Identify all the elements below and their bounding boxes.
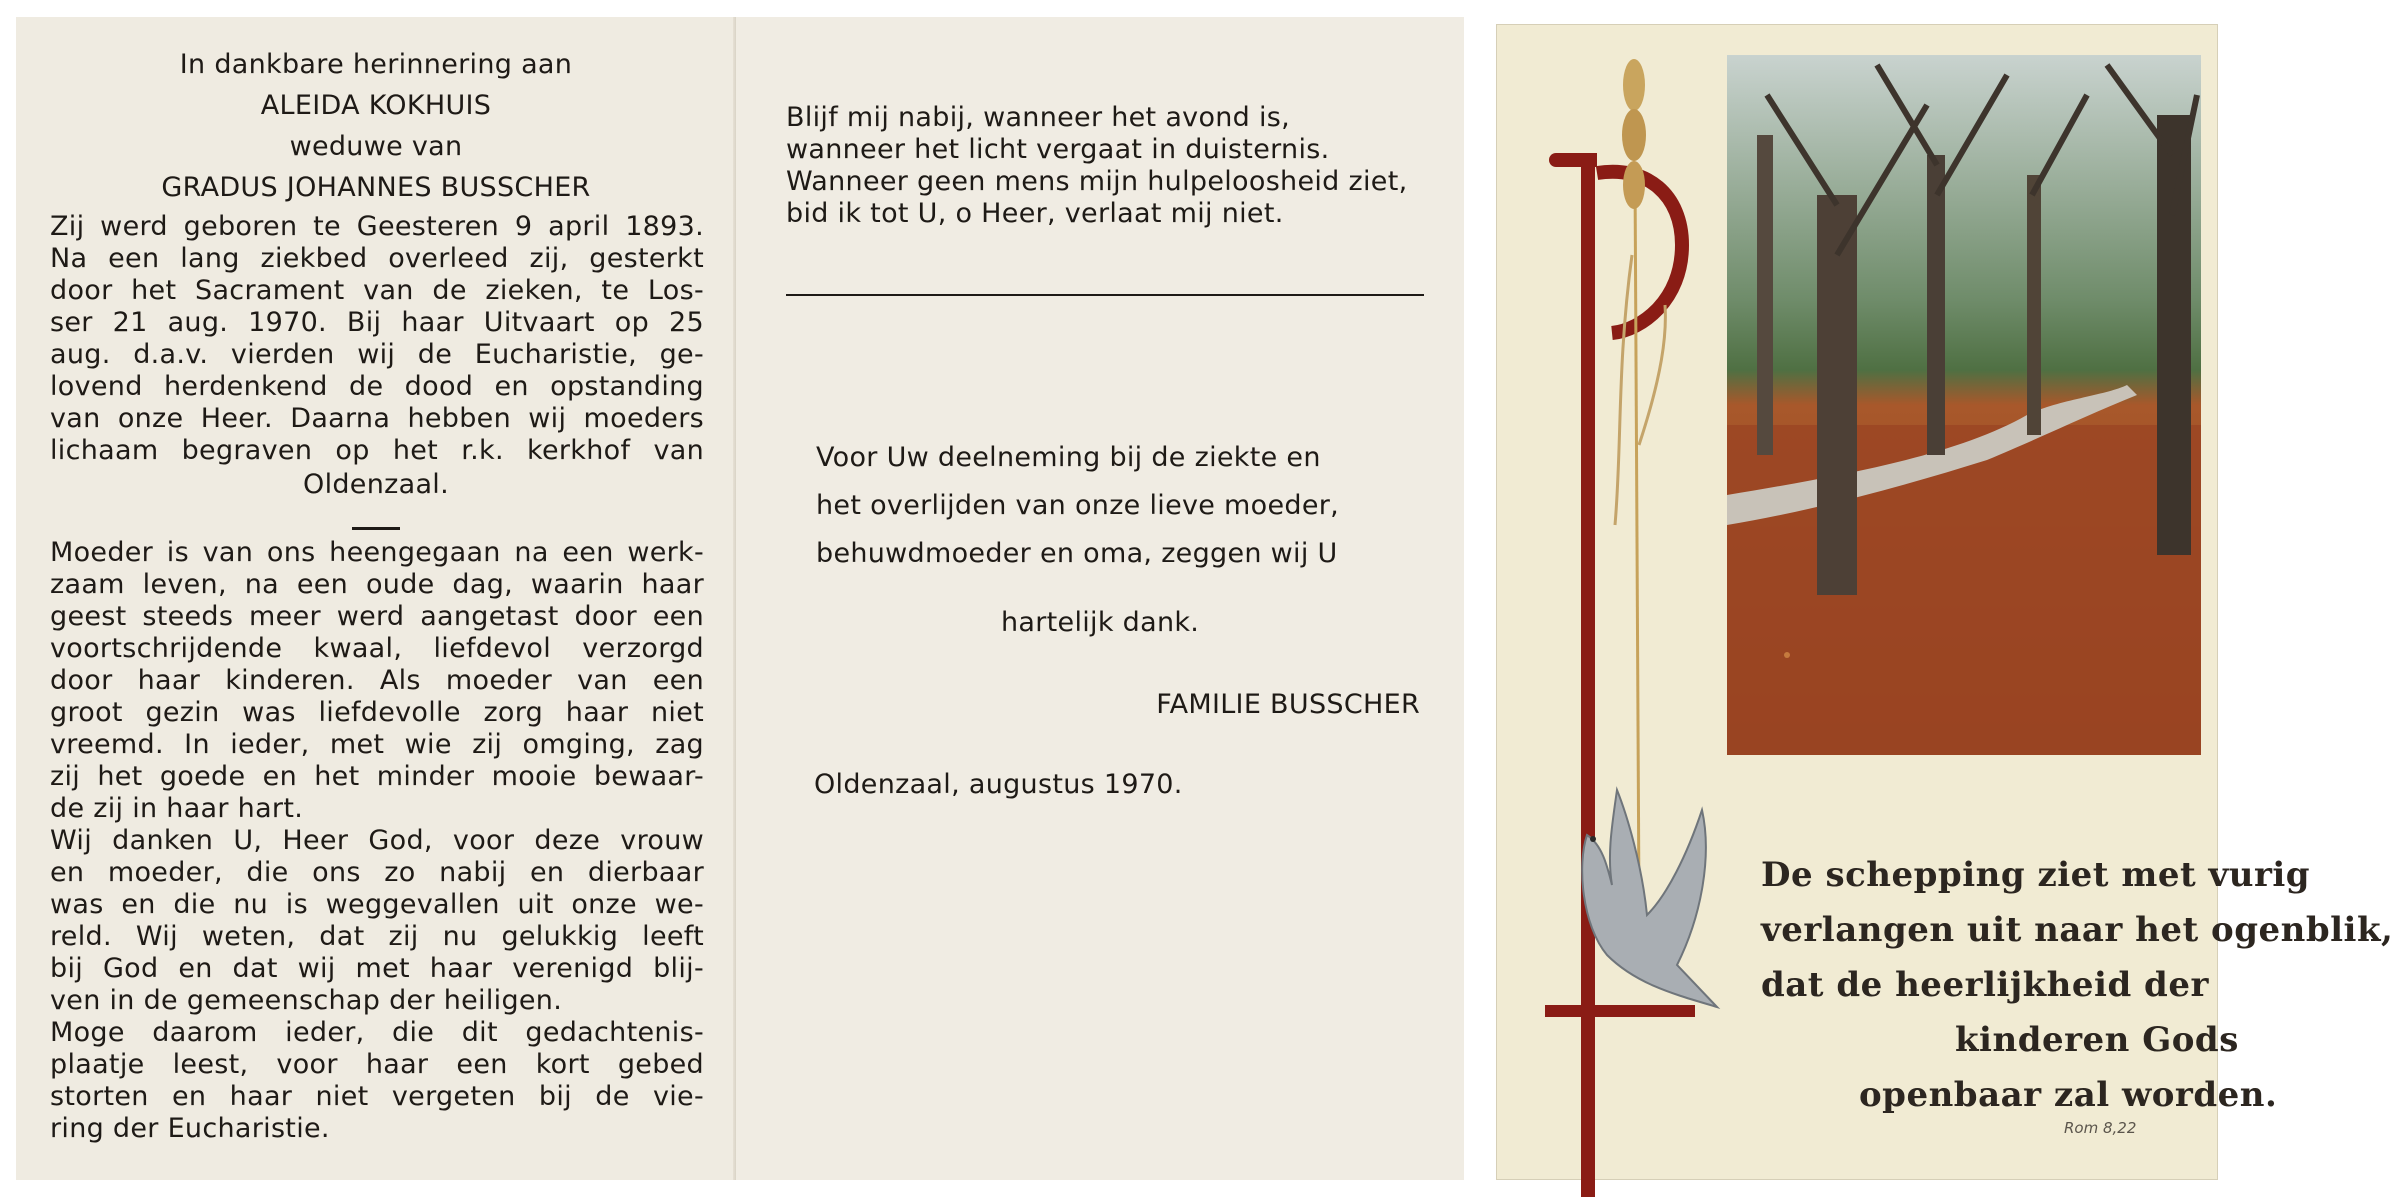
thanks-closing: hartelijk dank.	[1001, 607, 1200, 638]
tribute-line: geest steeds meer werd aangetast door een	[50, 601, 704, 632]
spouse-name: GRADUS JOHANNES BUSSCHER	[161, 172, 591, 203]
quote-line: kinderen Gods	[1955, 1020, 2239, 1060]
bio-line: van onze Heer. Daarna hebben wij moeders	[50, 403, 704, 434]
autumn-forest-photo	[1727, 55, 2201, 755]
deceased-name: ALEIDA KOKHUIS	[260, 90, 492, 121]
divider	[786, 294, 1424, 296]
dove-icon	[1527, 715, 1747, 1015]
quote-line: openbaar zal worden.	[1859, 1075, 2278, 1115]
bio-line: Zij werd geboren te Geesteren 9 april 1893.	[50, 211, 704, 242]
tribute-line: voortschrijdende kwaal, liefdevol verzorgd	[50, 633, 704, 664]
verse-line: Blijf mij nabij, wanneer het avond is,	[786, 102, 1291, 133]
tribute-line: ring der Eucharistie.	[50, 1113, 330, 1144]
tribute-line: zaam leven, na een oude dag, waarin haar	[50, 569, 704, 600]
bio-line: ser 21 aug. 1970. Bij haar Uitvaart op 25	[50, 307, 704, 338]
relation-line: weduwe van	[289, 131, 463, 162]
bio-line-last: Oldenzaal.	[303, 469, 449, 500]
thanks-line: behuwdmoeder en oma, zeggen wij U	[816, 538, 1338, 569]
tribute-line: Wij danken U, Heer God, voor deze vrouw	[50, 825, 704, 856]
tribute-line: was en die nu is weggevallen uit onze we-	[50, 889, 704, 920]
verse-line: wanneer het licht vergaat in duisternis.	[786, 134, 1330, 165]
tribute-line: en moeder, die ons zo nabij en dierbaar	[50, 857, 704, 888]
tribute-line: vreemd. In ieder, met wie zij omging, zag	[50, 729, 704, 760]
place-date: Oldenzaal, augustus 1970.	[814, 769, 1183, 800]
tribute-line: zij het goede en het minder mooie bewaar-	[50, 761, 704, 792]
verse-line: Wanneer geen mens mijn hulpeloosheid ziet,	[786, 166, 1408, 197]
tribute-line: groot gezin was liefdevolle zorg haar niet	[50, 697, 704, 728]
quote-line: De schepping ziet met vurig	[1761, 855, 2311, 895]
thanks-line: het overlijden van onze lieve moeder,	[816, 490, 1340, 521]
verse-line: bid ik tot U, o Heer, verlaat mij niet.	[786, 198, 1284, 229]
tribute-line: de zij in haar hart.	[50, 793, 304, 824]
thanks-line: Voor Uw deelneming bij de ziekte en	[816, 442, 1321, 473]
verse-panel	[736, 17, 1464, 1180]
tribute-line: storten en haar niet vergeten bij de vie-	[50, 1081, 704, 1112]
tribute-line: bij God en dat wij met haar verenigd blij-	[50, 953, 704, 984]
picture-panel	[1496, 24, 2393, 1180]
intro-line: In dankbare herinnering aan	[179, 49, 573, 80]
bio-line: Na een lang ziekbed overleed zij, gesterkt	[50, 243, 704, 274]
divider	[352, 527, 400, 530]
bio-line: door het Sacrament van de zieken, te Los-	[50, 275, 704, 306]
tribute-line: Moge daarom ieder, die dit gedachtenis-	[50, 1017, 704, 1048]
bio-line: aug. d.a.v. vierden wij de Eucharistie, ge-	[50, 339, 704, 370]
tribute-line: Moeder is van ons heengegaan na een werk-	[50, 537, 704, 568]
bio-line: lovend herdenkend de dood en opstanding	[50, 371, 704, 402]
bio-line: lichaam begraven op het r.k. kerkhof van	[50, 435, 704, 466]
tribute-line: ven in de gemeenschap der heiligen.	[50, 985, 563, 1016]
quote-line: verlangen uit naar het ogenblik,	[1761, 910, 2393, 950]
tribute-line: reld. Wij weten, dat zij nu gelukkig leeft	[50, 921, 704, 952]
tribute-line: plaatje leest, voor haar een kort gebed	[50, 1049, 704, 1080]
family-signature: FAMILIE BUSSCHER	[1156, 689, 1420, 720]
scripture-reference: Rom 8,22	[2064, 1119, 2137, 1137]
tribute-line: door haar kinderen. Als moeder van een	[50, 665, 704, 696]
obituary-panel	[16, 17, 736, 1180]
quote-line: dat de heerlijkheid der	[1761, 965, 2209, 1005]
